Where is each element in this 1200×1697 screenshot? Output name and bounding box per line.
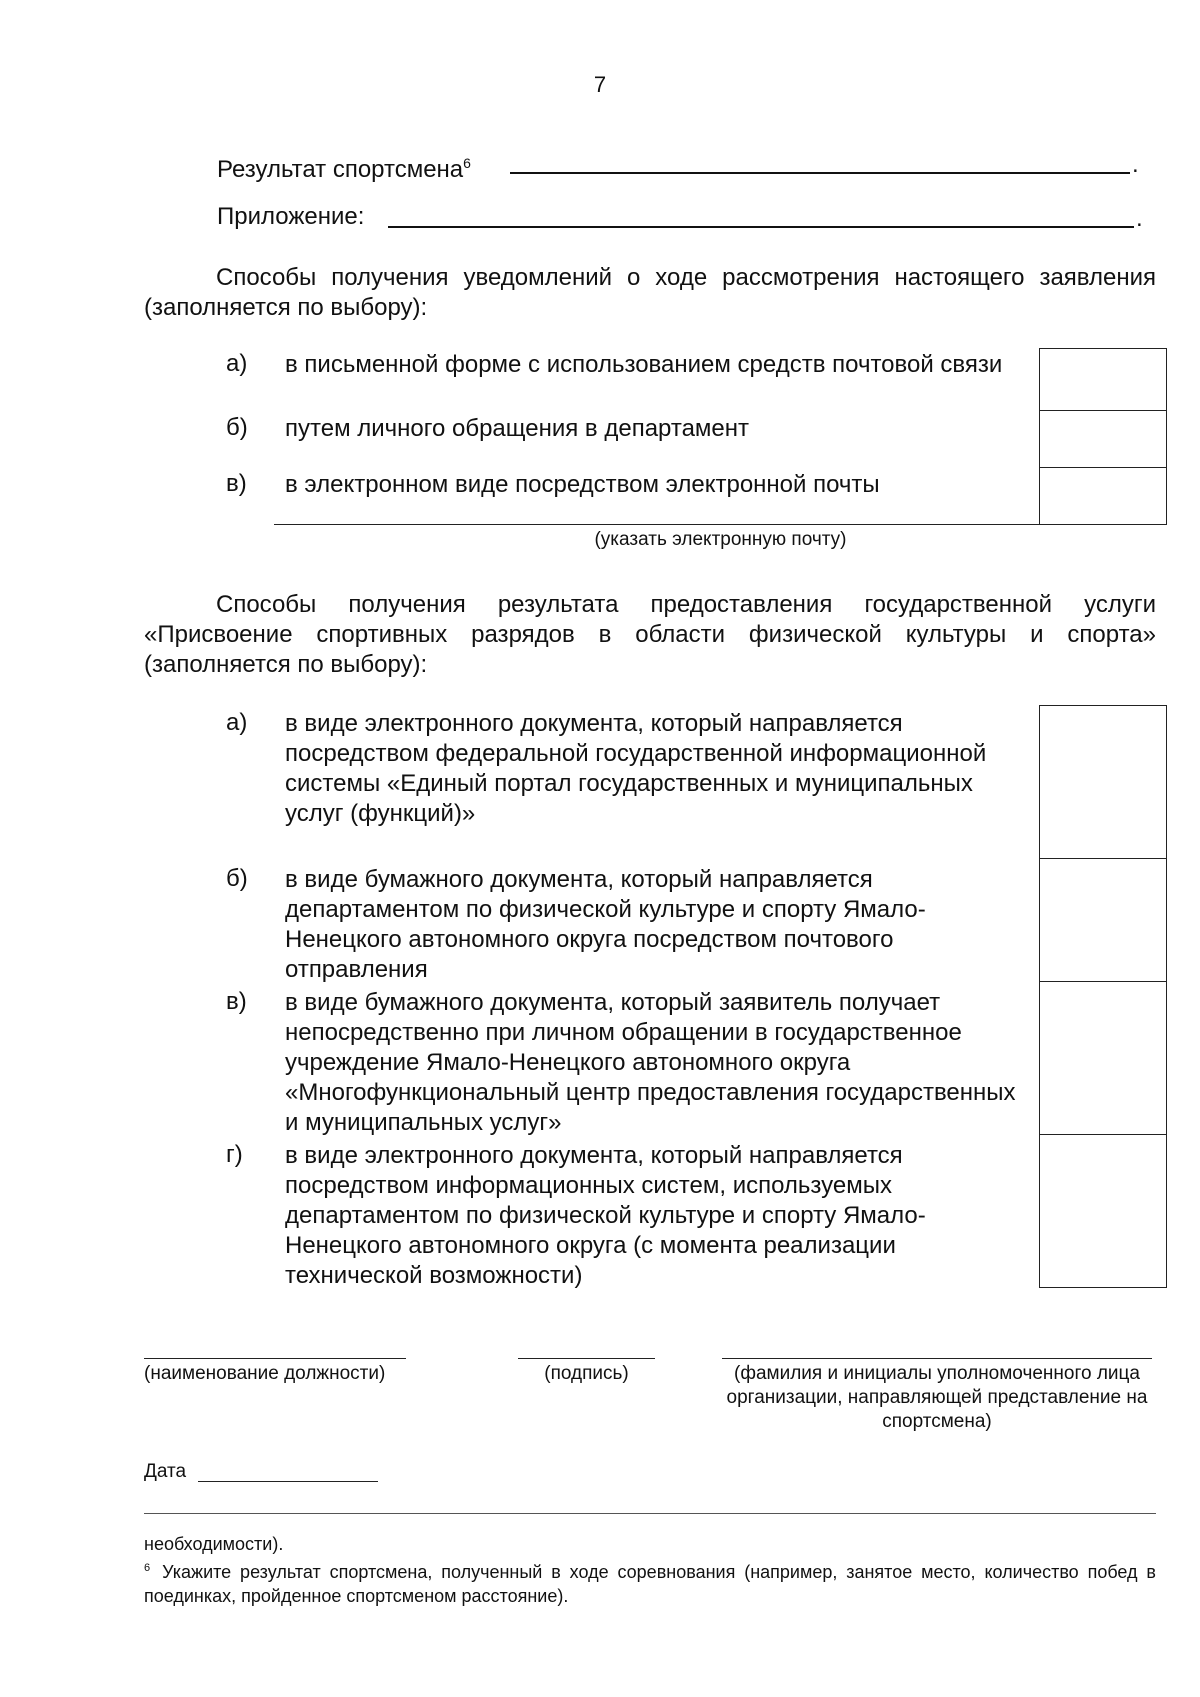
result-checkbox-a[interactable] — [1039, 705, 1167, 859]
notify-option-c-letter: в) — [226, 470, 247, 497]
attachment-end-dot: . — [1136, 205, 1143, 232]
result-option-d-letter: г) — [226, 1141, 243, 1168]
name-input-line[interactable] — [722, 1358, 1152, 1359]
name-caption: (фамилия и инициалы уполномоченного лица организации, направляющей представление на спортсмена) — [726, 1363, 1148, 1432]
result-input-line[interactable] — [510, 172, 1130, 174]
notification-intro: Способы получения уведомлений о ходе рассмотрения настоящего заявления (заполняется по выбору): — [144, 264, 1156, 321]
date-label: Дата — [144, 1461, 187, 1482]
result-option-a-text: в виде электронного документа, который направляется посредством федеральной государственной информационной системы «Единый портал государственных и муниципальных услуг (функций)» — [285, 710, 987, 827]
signature-input-line[interactable] — [518, 1358, 655, 1359]
attachment-label: Приложение: — [217, 203, 365, 230]
page-number: 7 — [593, 72, 607, 97]
position-caption: (наименование должности) — [144, 1363, 386, 1384]
result-option-c-text: в виде бумажного документа, который заявитель получает непосредственно при личном обращении в государственное учреждение Ямало-Ненецкого автономного округа «Многофункциональный центр предоставления государственных и муниципальных услуг» — [285, 989, 1016, 1136]
footnote-6 — [144, 1556, 1156, 1608]
email-input-line[interactable] — [274, 524, 1167, 525]
result-option-a-letter: а) — [226, 709, 248, 736]
result-checkbox-d[interactable] — [1039, 1134, 1167, 1288]
result-checkbox-c[interactable] — [1039, 981, 1167, 1135]
result-checkbox-b[interactable] — [1039, 858, 1167, 982]
result-option-b-letter: б) — [226, 865, 248, 892]
result-label: Результат спортсмена$^6$ — [217, 155, 471, 183]
notify-option-a-letter: а) — [226, 350, 248, 377]
footnote-text: Укажите результат спортсмена, полученный в ходе соревнования (например, занятое место, количество побед в поединках, пройденное спортсменом расстояние). — [144, 1562, 1156, 1606]
position-input-line[interactable] — [144, 1358, 406, 1359]
notify-checkbox-a[interactable] — [1039, 348, 1167, 411]
result-option-d-text: в виде электронного документа, который направляется посредством информационных систем, используемых департаментом по физической культуре и спорту Ямало-Ненецкого автономного округа (с момента реализации технической возможности) — [285, 1142, 926, 1289]
notify-option-b-text: путем личного обращения в департамент — [285, 415, 750, 442]
date-input-line[interactable] — [198, 1481, 378, 1482]
footnote-number: 6 — [144, 1562, 151, 1574]
attachment-input-line[interactable] — [388, 226, 1134, 228]
footnote-continuation: необходимости). — [144, 1534, 284, 1554]
notify-checkbox-c[interactable] — [1039, 467, 1167, 525]
footnote-ref: 6 — [463, 155, 471, 171]
notify-option-a-text: в письменной форме с использованием средств почтовой связи — [285, 351, 1003, 378]
result-methods-intro: Способы получения результата предоставления государственной услуги «Присвоение спортивных разрядов в области физической культуры и спорта» (заполняется по выбору): — [144, 591, 1156, 678]
notify-option-b-letter: б) — [226, 414, 248, 441]
signature-caption: (подпись) — [544, 1363, 629, 1384]
result-option-c-letter: в) — [226, 988, 247, 1015]
footnote-separator — [144, 1513, 1156, 1514]
email-caption: (указать электронную почту) — [594, 529, 847, 550]
result-option-b-text: в виде бумажного документа, который направляется департаментом по физической культуре и спорту Ямало-Ненецкого автономного округа посредством почтового отправления — [285, 866, 926, 983]
notify-checkbox-b[interactable] — [1039, 410, 1167, 468]
result-end-dot: . — [1132, 151, 1139, 178]
notify-option-c-text: в электронном виде посредством электронной почты — [285, 471, 880, 498]
